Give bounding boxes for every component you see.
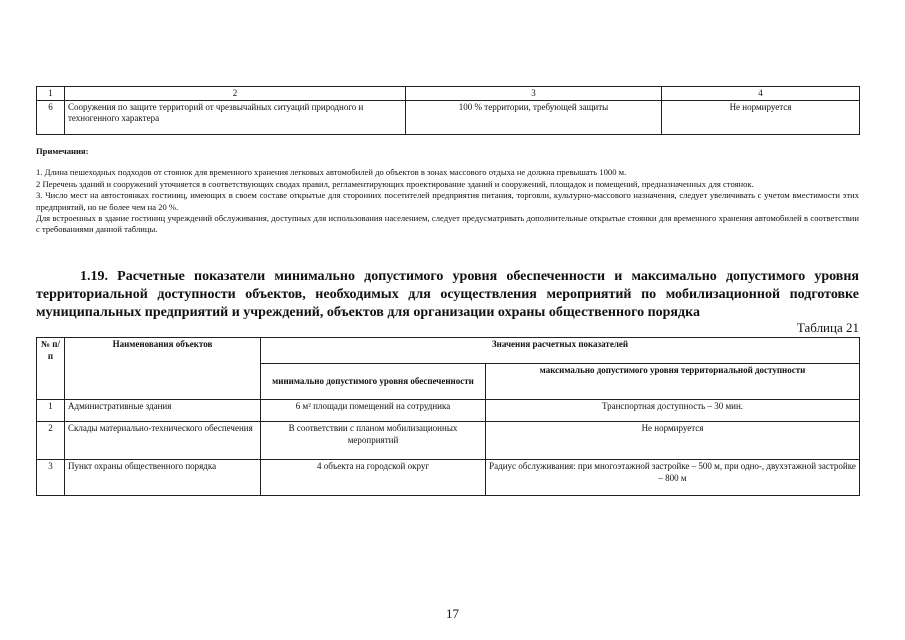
min-value: 100 % территории, требующей защиты (406, 101, 662, 135)
object-name: Сооружения по защите территорий от чрезвычайных ситуаций природного и техногенного характера (65, 101, 406, 135)
top-table (36, 86, 860, 135)
min-value: 4 объекта на городской округ (261, 460, 486, 496)
top-header-cell: 3 (406, 87, 662, 101)
col-header-number: № п/п (37, 338, 65, 400)
object-name: Административные здания (65, 400, 261, 422)
main-table (36, 337, 860, 496)
table-label: Таблица 21 (796, 320, 859, 335)
max-value: Транспортная доступность – 30 мин. (486, 400, 860, 422)
top-table-row (37, 101, 860, 135)
page-number: 17 (446, 606, 459, 621)
table-row (37, 460, 860, 496)
table-row (37, 422, 860, 460)
max-value: Не нормируется (486, 422, 860, 460)
top-table-header-row (37, 87, 860, 101)
section-title: 1.19. Расчетные показатели минимально допустимого уровня обеспеченности и максимально допустимого уровня территориальной доступности объектов, необходимых для осуществления мероприятий по мобилизационной подготовке муниципальных предприятий и учреждений, объектов для организации охраны общественного порядка (36, 269, 859, 320)
row-number: 1 (37, 400, 65, 422)
notes-block (36, 146, 859, 236)
object-name: Пункт охраны общественного порядка (65, 460, 261, 496)
row-number: 6 (37, 101, 65, 135)
col-header-min: минимально допустимого уровня обеспеченности (261, 364, 486, 400)
note-item: 3. Число мест на автостоянках гостиниц, имеющих в своем составе открытые для сторонних посетителей предприятия питания, торговли, культурно-массового назначения, следует увеличивать с учетом вместимости этих предприятий, но не более чем на 20 %. (36, 190, 859, 212)
table-row (37, 400, 860, 422)
note-item: Для встроенных в здание гостиниц учреждений обслуживания, доступных для использования населением, следует предусматривать дополнительные открытые стоянки для временного хранения автомобилей в соответствии с требованиями данной таблицы. (36, 213, 859, 235)
object-name: Склады материально-технического обеспечения (65, 422, 261, 460)
col-header-values: Значения расчетных показателей (261, 338, 860, 364)
top-header-cell: 2 (65, 87, 406, 101)
top-header-cell: 4 (662, 87, 860, 101)
col-header-name: Наименования объектов (65, 338, 261, 400)
note-item: 1. Длина пешеходных подходов от стоянок для временного хранения легковых автомобилей до объектов в зонах массового отдыха не должна превышать 1000 м. (36, 167, 627, 178)
col-header-max: максимально допустимого уровня территориальной доступности (486, 364, 860, 400)
row-number: 3 (37, 460, 65, 496)
main-header-row (37, 338, 860, 364)
max-value: Не нормируется (662, 101, 860, 135)
notes-heading: Примечания: (36, 146, 89, 156)
note-item: 2 Перечень зданий и сооружений уточняется в соответствующих сводах правил, регламентирующих проектирование зданий и сооружений, площадок и помещений, предназначенных для стоянок. (36, 178, 754, 189)
top-header-cell: 1 (37, 87, 65, 101)
max-value: Радиус обслуживания: при многоэтажной застройке – 500 м, при одно-, двухэтажной застройке – 800 м (486, 460, 860, 496)
min-value: В соответствии с планом мобилизационных мероприятий (261, 422, 486, 460)
section-heading (36, 268, 859, 322)
min-value: 6 м² площади помещений на сотрудника (261, 400, 486, 422)
row-number: 2 (37, 422, 65, 460)
